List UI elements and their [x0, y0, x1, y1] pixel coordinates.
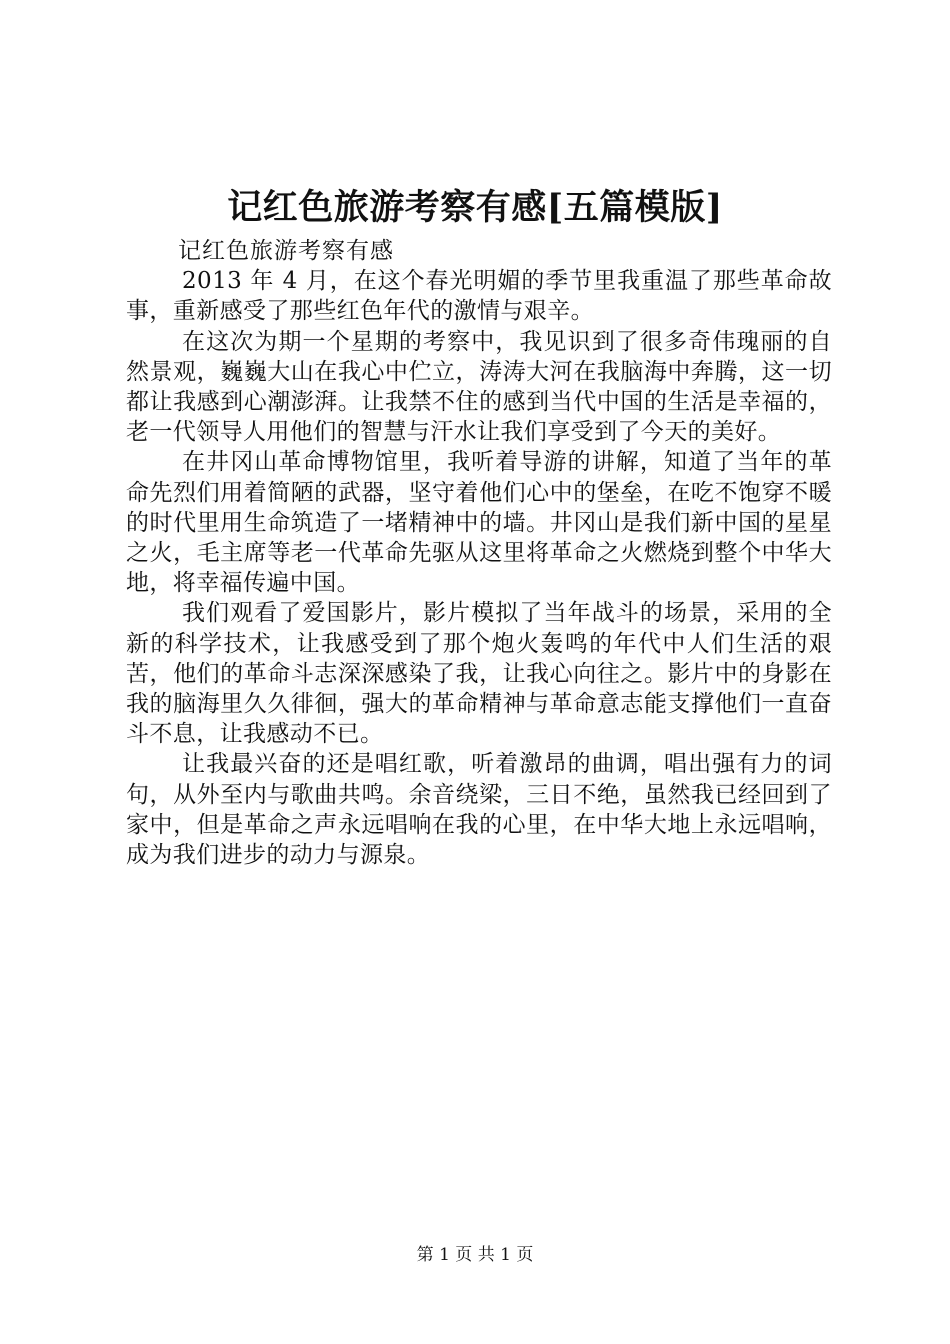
page-number: 第 1 页 共 1 页	[416, 1245, 534, 1265]
paragraph: 在这次为期一个星期的考察中，我见识到了很多奇伟瑰丽的自然景观，巍巍大山在我心中伫立，涛涛大河在我脑海中奔腾，这一切都让我感到心潮澎湃。让我禁不住的感到当代中国的生活是幸福的，老一代领导人用他们的智慧与汗水让我们享受到了今天的美好。	[126, 328, 832, 446]
paragraph: 在井冈山革命博物馆里，我听着导游的讲解，知道了当年的革命先烈们用着简陋的武器，坚守着他们心中的堡垒，在吃不饱穿不暖的时代里用生命筑造了一堵精神中的墙。井冈山是我们新中国的星星之火，毛主席等老一代革命先驱从这里将革命之火燃烧到整个中华大地，将幸福传遍中国。	[126, 449, 832, 597]
document-title: 记红色旅游考察有感[五篇模版]	[227, 187, 723, 228]
document-body	[126, 236, 832, 870]
paragraph: 让我最兴奋的还是唱红歌，听着激昂的曲调，唱出强有力的词句，从外至内与歌曲共鸣。余音绕梁，三日不绝，虽然我已经回到了家中，但是革命之声永远唱响在我的心里，在中华大地上永远唱响，成为我们进步的动力与源泉。	[126, 751, 832, 869]
paragraph: 2013 年 4 月，在这个春光明媚的季节里我重温了那些革命故事，重新感受了那些红色年代的激情与艰辛。	[126, 268, 832, 325]
document-subtitle: 记红色旅游考察有感	[178, 238, 394, 264]
paragraph: 我们观看了爱国影片，影片模拟了当年战斗的场景，采用的全新的科学技术，让我感受到了那个炮火轰鸣的年代中人们生活的艰苦，他们的革命斗志深深感染了我，让我心向往之。影片中的身影在我的脑海里久久徘徊，强大的革命精神与革命意志能支撑他们一直奋斗不息，让我感动不已。	[126, 600, 832, 748]
